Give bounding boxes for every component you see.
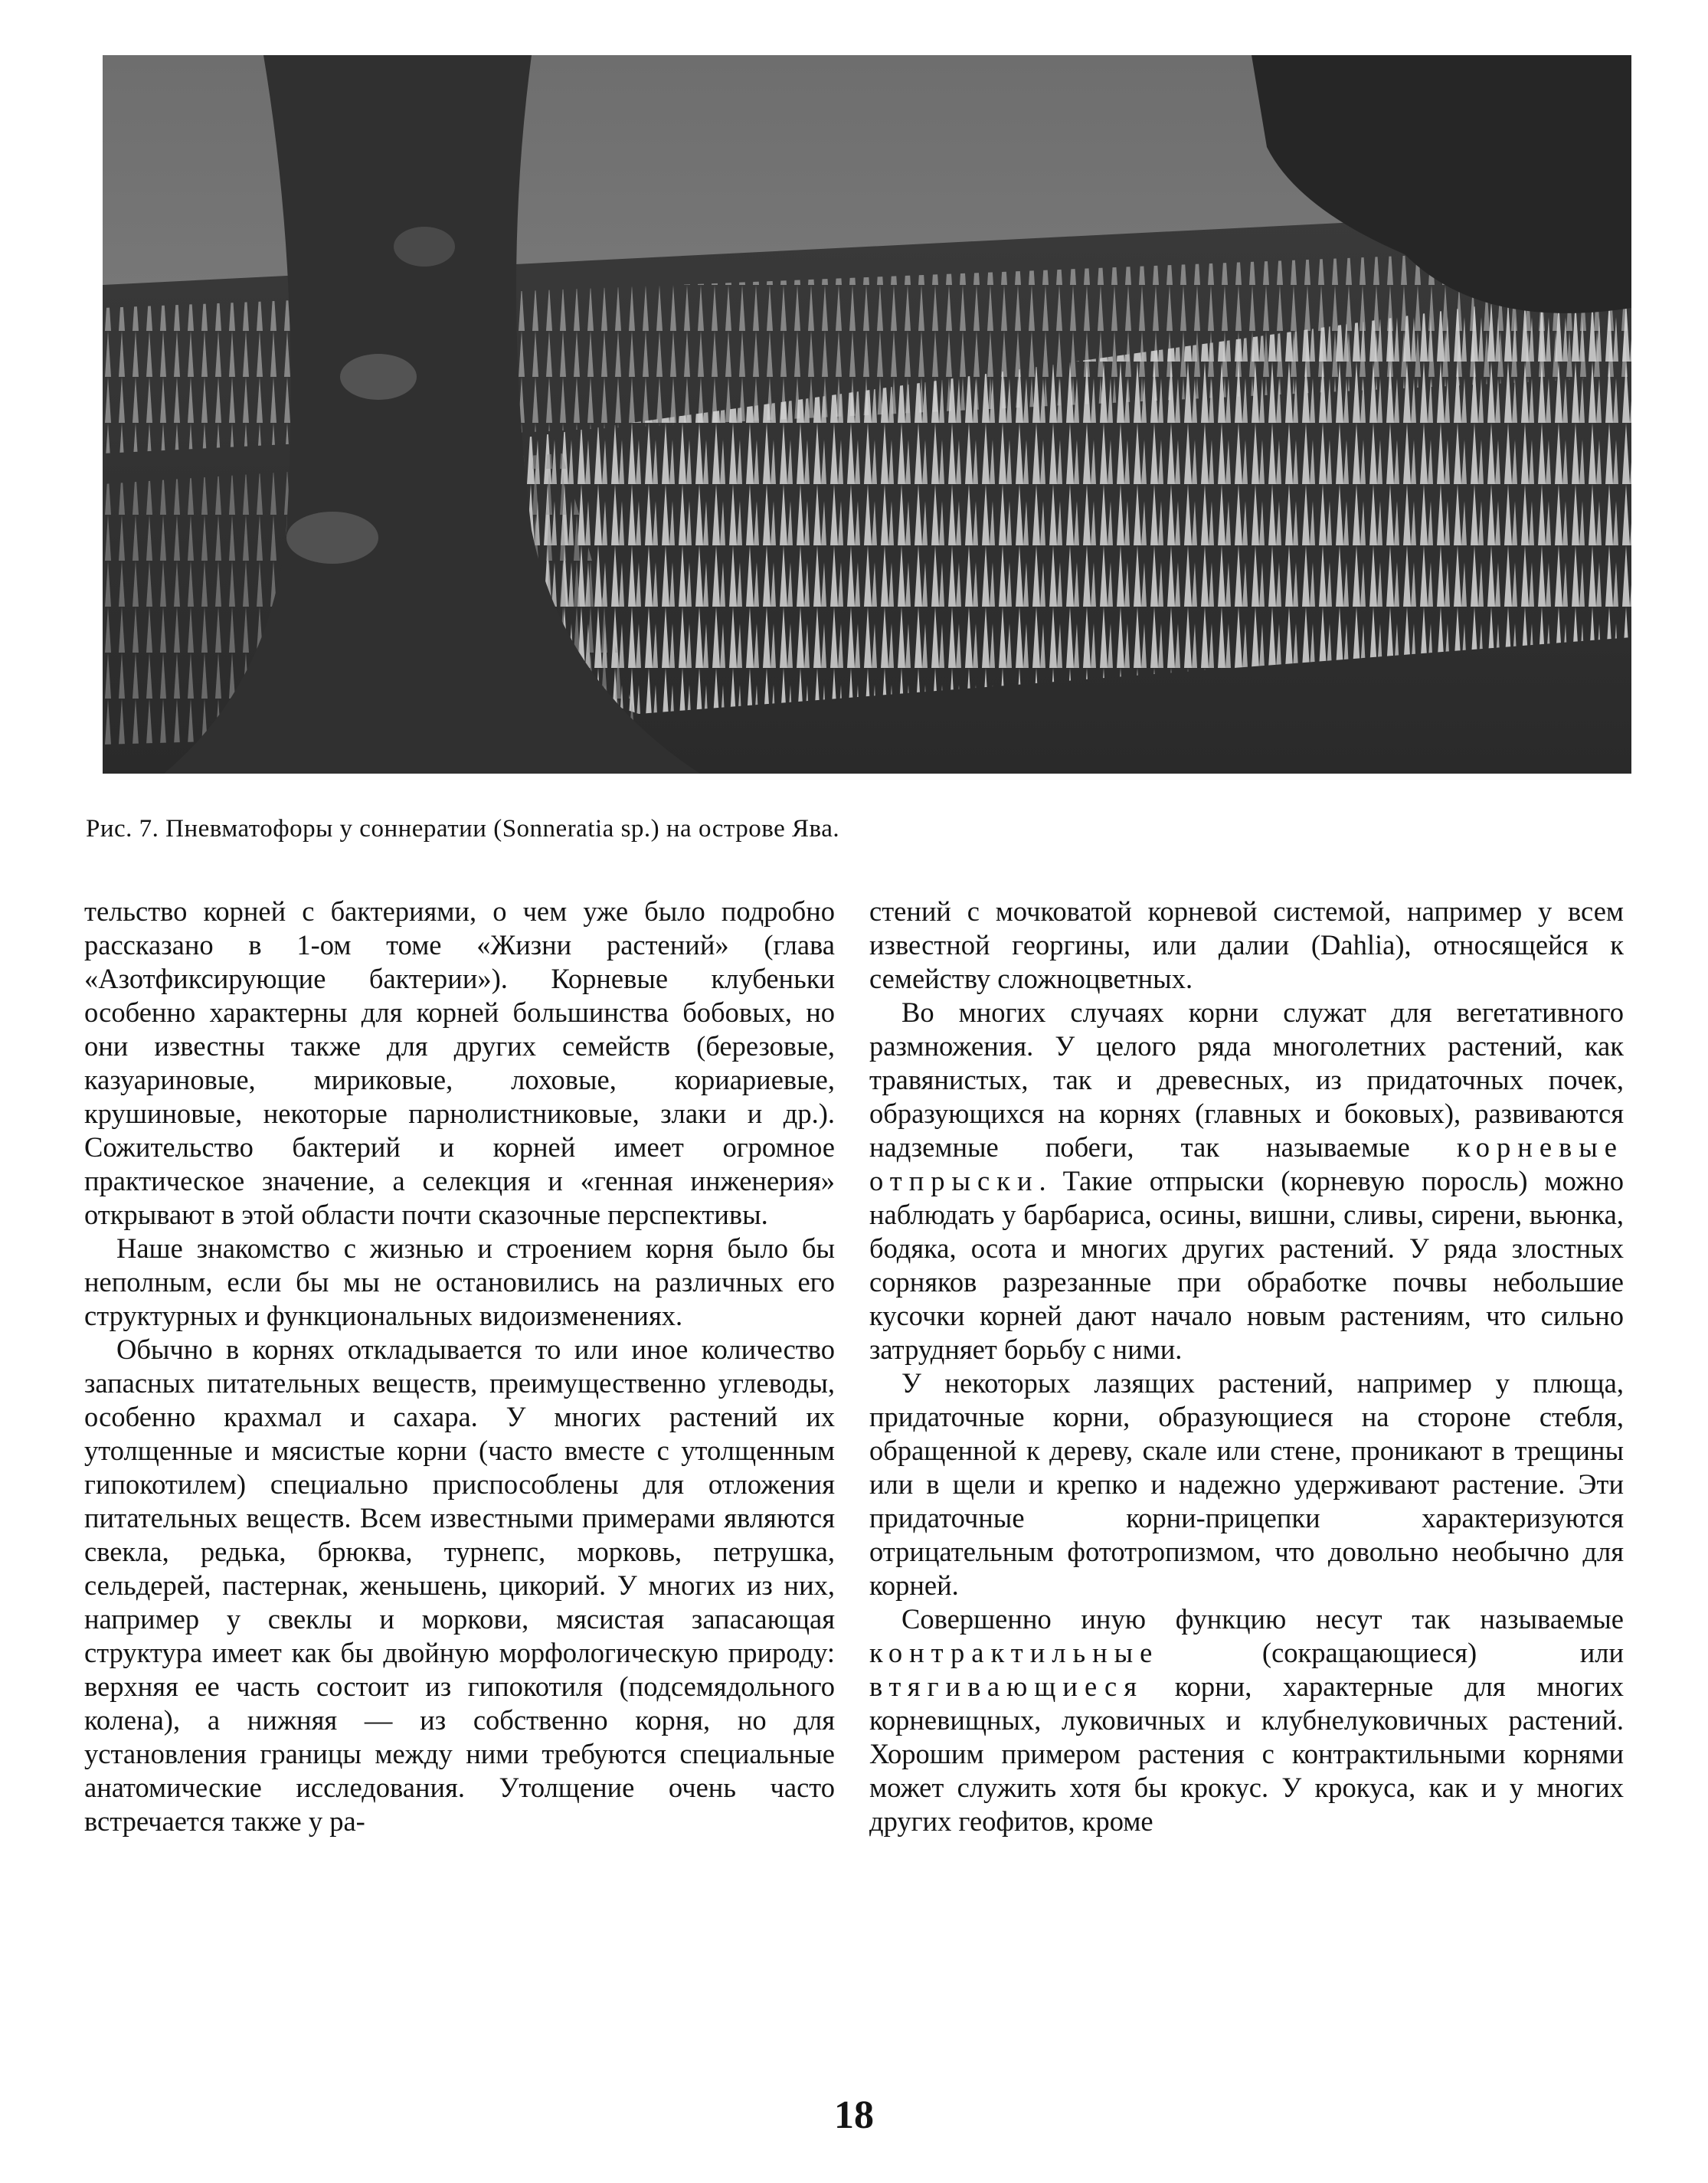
term-retracting: втягивающиеся [869,1671,1144,1702]
paragraph-text: Во многих случаях корни служат для вегетативного размножения. У целого ряда многолетних растений, как травянистых, так и древесных, из придаточных почек, образующихся на корнях (главных и боковых), развиваются надземные побеги, так называемые [869,997,1624,1163]
right-column [869,895,1624,1838]
paragraph: Обычно в корнях откладывается то или иное количество запасных питательных веществ, преимущественно углеводы, особенно крахмал и сахара. У многих растений их утолщенные и мясистые корни (часто вместе с утолщенным гипокотилем) специально приспособлены для отложения питательных веществ. Всем известными примерами являются свекла, редька, брюква, турнепс, морковь, петрушка, сельдерей, пастернак, женьшень, цикорий. У многих из них, например у свеклы и моркови, мясистая запасающая структура имеет как бы двойную морфологическую природу: верхняя ее часть состоит из гипокотиля (подсемядольного колена), а нижняя — из собственно корня, но для установления границы между ними требуются специальные анатомические исследования. Утолщение очень часто встречается также у ра- [84,1334,835,1837]
paragraph: тельство корней с бактериями, о чем уже было подробно рассказано в 1-ом томе «Жизни растений» (глава «Азотфиксирующие бактерии»). Корневые клубеньки особенно характерны для корней большинства бобовых, но они известны также для других семейств (березовые, казуариновые, мириковые, лоховые, кориариевые, крушиновые, некоторые парнолистниковые, злаки и др.). Сожительство бактерий и корней имеет огромное практическое значение, а селекция и «генная инженерия» открывают в этой области почти сказочные перспективы. [84,895,835,1230]
paragraph-text: корни, характерные для многих корневищных, луковичных и клубнелуковичных растений. Хорошим примером растения с контрактильными корнями может служить хотя бы крокус. У крокуса, как и у многих других геофитов, кроме [869,1671,1624,1837]
term-root-suckers: корневые отпрыски [869,1131,1624,1196]
figure-caption: Рис. 7. Пневматофоры у соннератии (Sonneratia sp.) на острове Ява. [86,815,840,843]
paragraph: стений с мочковатой корневой системой, например у всем известной георгины, или далии (Dahlia), относящейся к семейству сложноцветных. [869,895,1624,994]
paragraph: У некоторых лазящих растений, например у плюща, придаточные корни, образующиеся на стороне стебля, обращенной к дереву, скале или стене, проникают в трещины или в щели и крепко и надежно удерживают растение. Эти придаточные корни-прицепки характеризуются отрицательным фототропизмом, что довольно необычно для корней. [869,1367,1624,1601]
page-number: 18 [834,2093,874,2137]
term-contractile: контрактильные [869,1637,1160,1668]
paragraph-text: (сокращающиеся) или [1159,1637,1624,1668]
pneumatophores-photo [103,55,1631,774]
paragraph [869,996,1624,1366]
photo-illustration [103,55,1631,774]
paragraph-text: . Такие отпрыски (корневую поросль) можно наблюдать у барбариса, осины, вишни, сливы, сирени, вьюнка, бодяка, осота и многих других растений. У ряда злостных сорняков разрезанные при обработке почвы небольшие кусочки корней дают начало новым растениям, что сильно затрудняет борьбу с ними. [869,1165,1624,1365]
paragraph [869,1602,1624,1838]
paragraph: Наше знакомство с жизнью и строением корня было бы неполным, если бы мы не остановились на различных его структурных и функциональных видоизменениях. [84,1232,835,1331]
paragraph-text: Совершенно иную функцию несут так называемые [901,1603,1624,1635]
left-column [84,895,835,1838]
